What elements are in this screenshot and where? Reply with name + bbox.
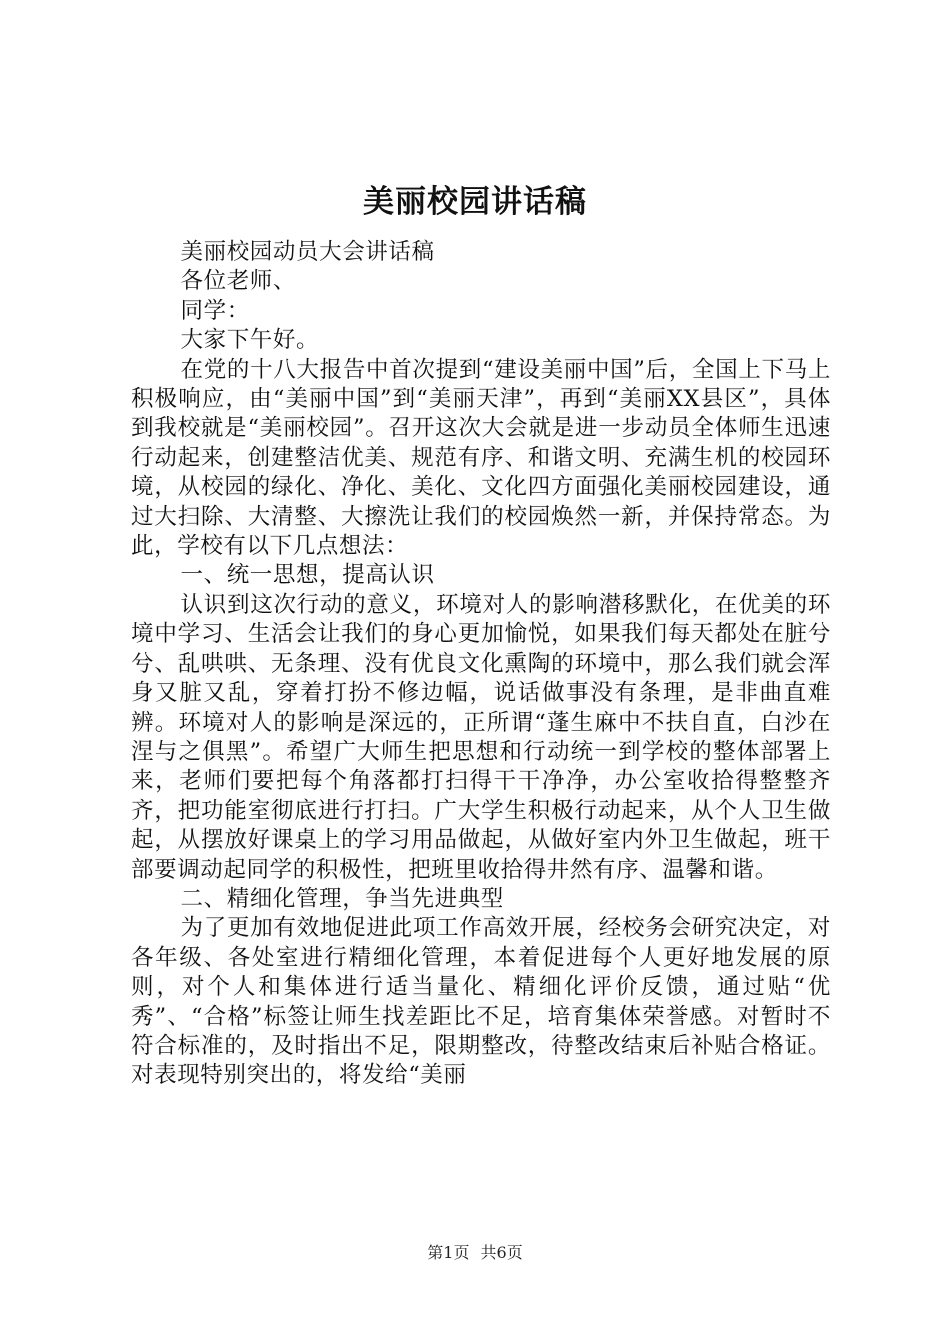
page-number: 第1页 — [427, 1243, 470, 1262]
paragraph-section-1: 认识到这次行动的意义，环境对人的影响潜移默化，在优美的环境中学习、生活会让我们的身心更加愉悦，如果我们每天都处在脏兮兮、乱哄哄、无条理、没有优良文化熏陶的环境中，那么我们就会浑身又脏又乱，穿着打扮不修边幅，说话做事没有条理，是非曲直难辨。环境对人的影响是深远的，正所谓“蓬生麻中不扶自直，白沙在涅与之俱黑”。希望广大师生把思想和行动统一到学校的整体部署上来，老师们要把每个角落都打扫得干干净净，办公室收拾得整整齐齐，把功能室彻底进行打扫。广大学生积极行动起来，从个人卫生做起，从摆放好课桌上的学习用品做起，从做好室内外卫生做起，班干部要调动起同学的积极性，把班里收拾得井然有序、温馨和谐。 — [131, 591, 831, 883]
paragraph-subtitle: 美丽校园动员大会讲话稿 — [180, 239, 435, 265]
paragraph-salutation-students: 同学： — [180, 297, 250, 324]
paragraph-intro: 在党的十八大报告中首次提到“建设美丽中国”后，全国上下马上积极响应，由“美丽中国”到“美丽天津”，再到“美丽XX县区”，具体到我校就是“美丽校园”。召开这次大会就是进一步动员全体师生迅速行动起来，创建整洁优美、规范有序、和谐文明、充满生机的校园环境，从校园的绿化、净化、美化、文化四方面强化美丽校园建设，通过大扫除、大清整、大擦洗让我们的校园焕然一新，并保持常态。为此，学校有以下几点想法： — [131, 356, 831, 560]
paragraph-section-2: 为了更加有效地促进此项工作高效开展，经校务会研究决定，对各年级、各处室进行精细化管理，本着促进每个人更好地发展的原则，对个人和集体进行适当量化、精细化评价反馈，通过贴“优秀”、“合格”标签让师生找差距比不足，培育集体荣誉感。对暂时不符合标准的，及时指出不足，限期整改，待整改结束后补贴合格证。对表现特别突出的，将发给“美丽 — [131, 915, 831, 1089]
paragraph-greeting: 大家下午好。 — [180, 327, 320, 354]
document-body — [131, 238, 831, 1091]
section-heading-1: 一、统一思想，提高认识 — [180, 562, 435, 589]
page-total: 共6页 — [480, 1243, 523, 1262]
paragraph-salutation-teachers: 各位老师、 — [180, 268, 297, 295]
page-footer — [0, 1243, 950, 1263]
document-title: 美丽校园讲话稿 — [363, 184, 587, 220]
section-heading-2: 二、精细化管理，争当先进典型 — [180, 885, 504, 912]
